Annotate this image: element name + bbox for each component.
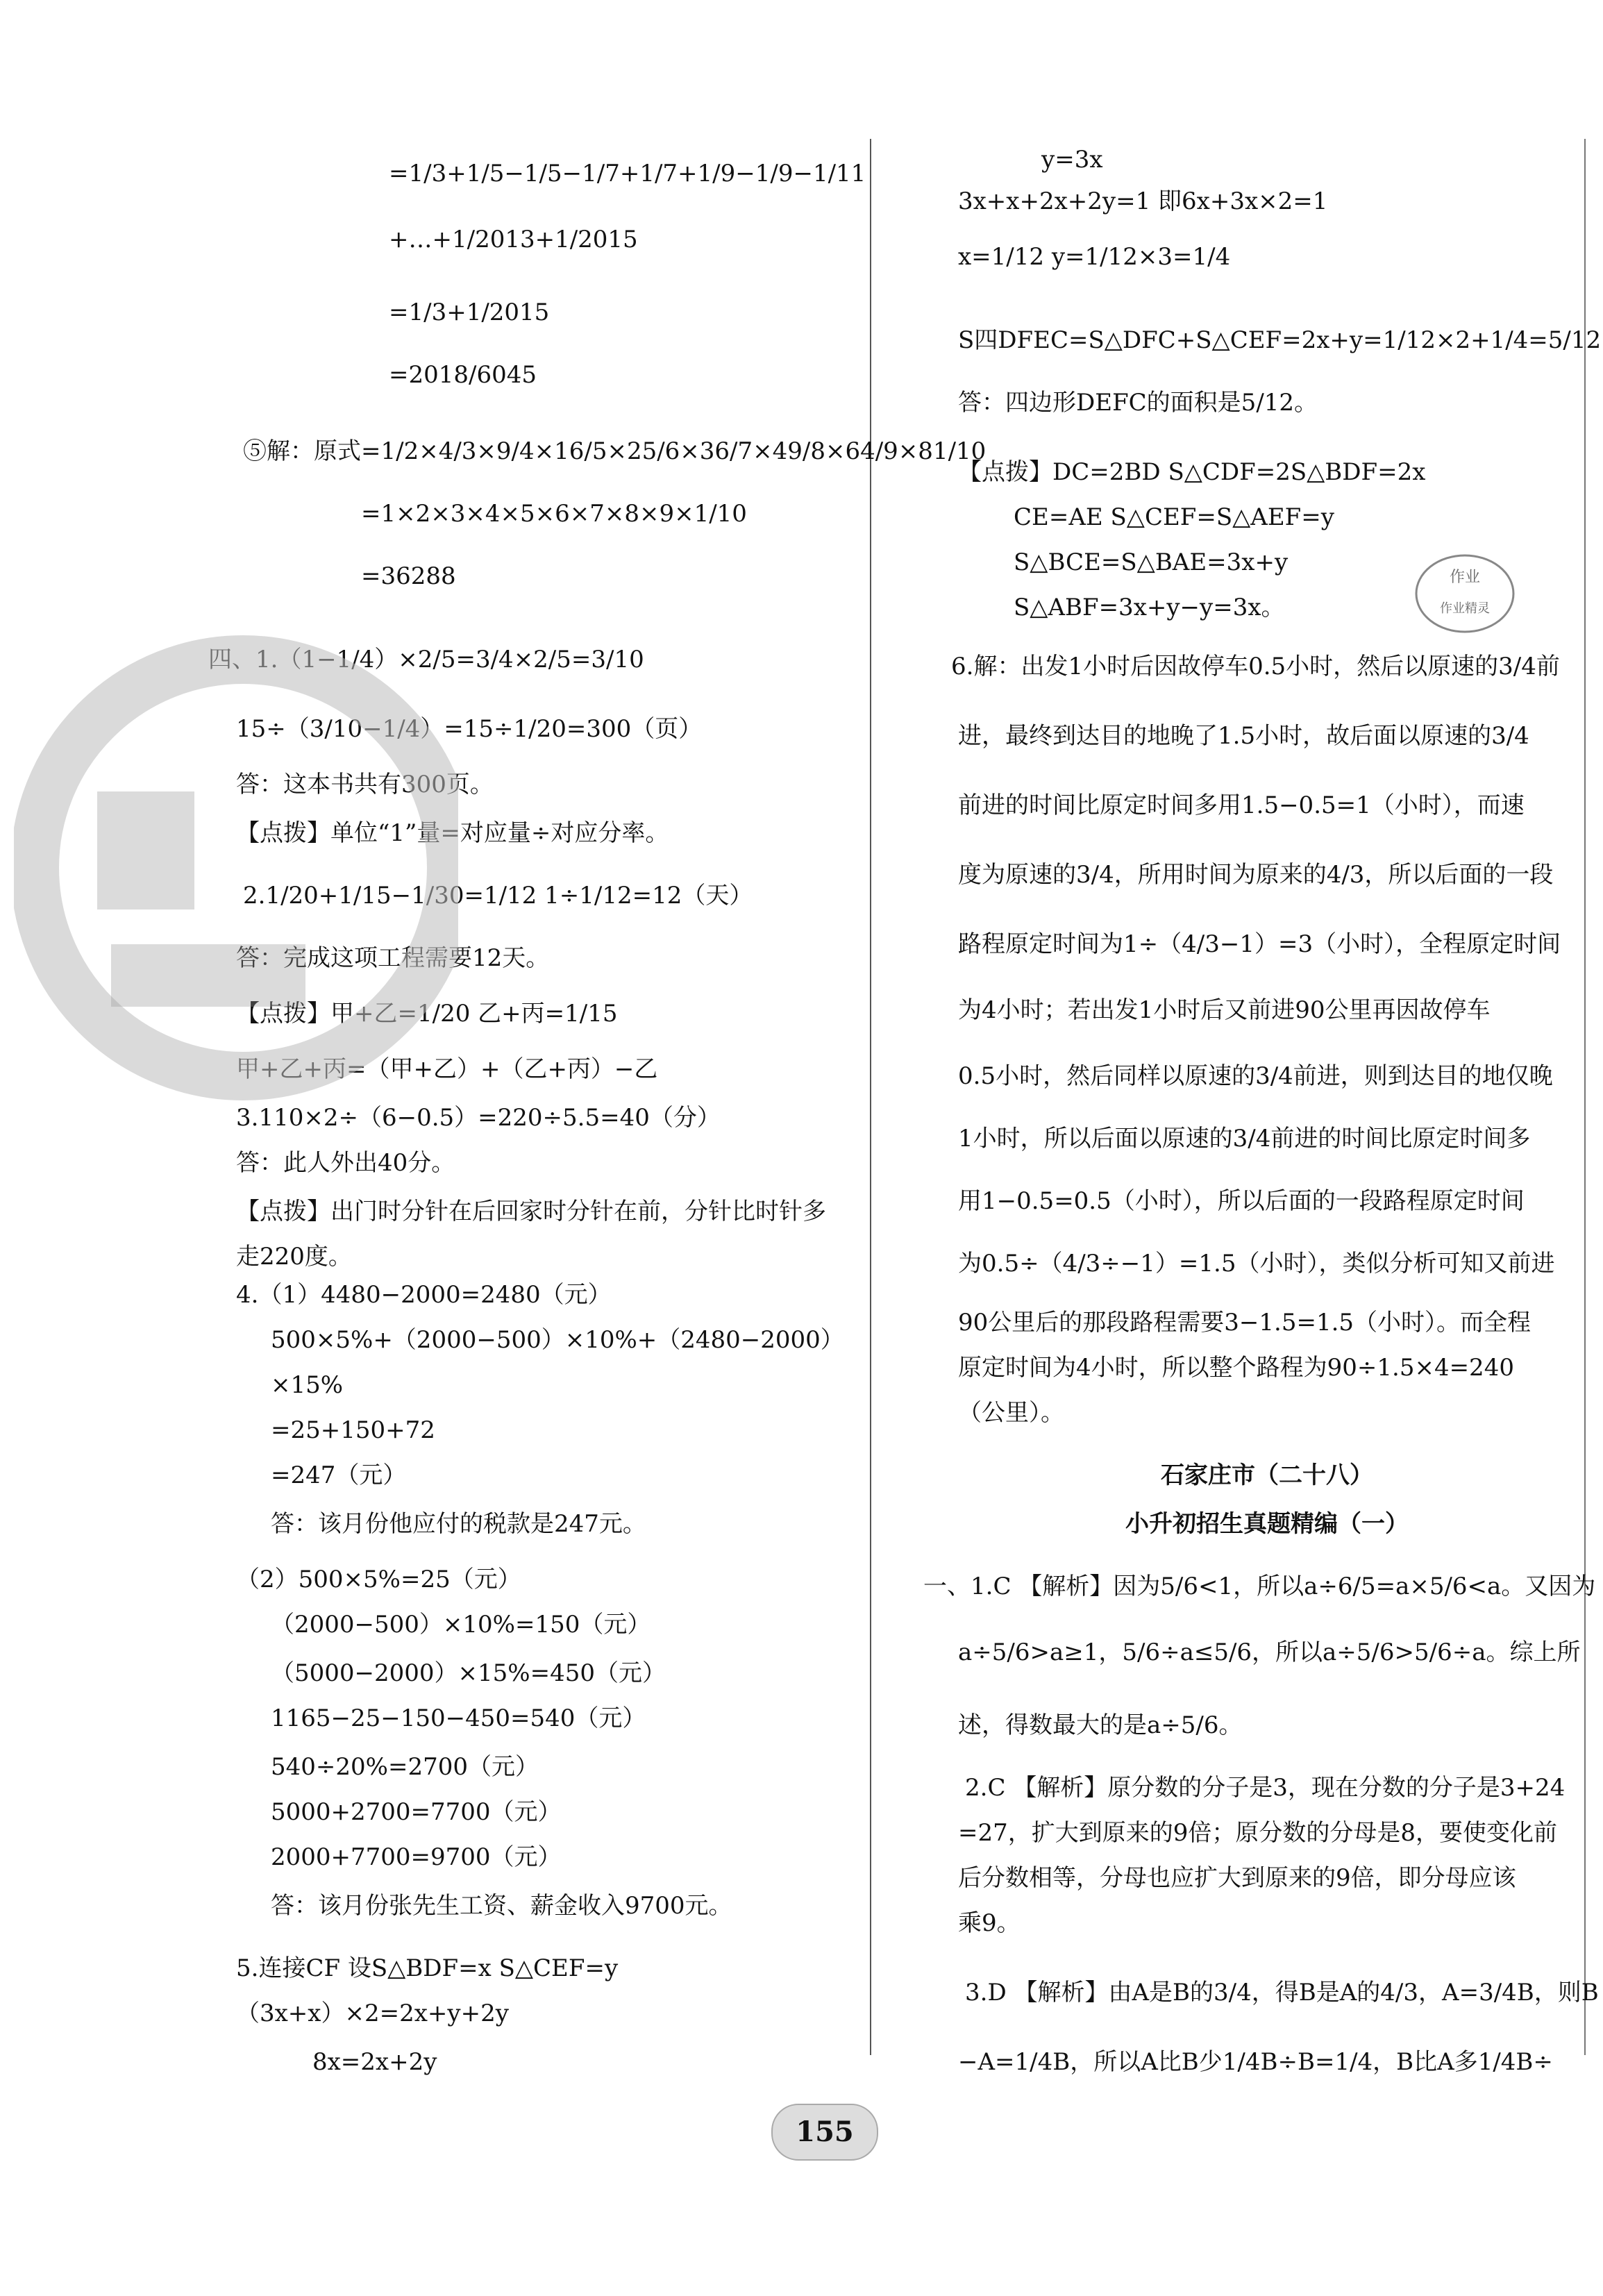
right-col-line: CE=AE S△CEF=S△AEF=y bbox=[1014, 503, 1334, 531]
left-col-line: 答：该月份他应付的税款是247元。 bbox=[271, 1510, 646, 1538]
right-col-line: 原定时间为4小时，所以整个路程为90÷1.5×4=240 bbox=[958, 1354, 1514, 1382]
right-col-line: 前进的时间比原定时间多用1.5−0.5=1（小时），而速 bbox=[958, 791, 1525, 819]
left-col-line: =1×2×3×4×5×6×7×8×9×1/10 bbox=[361, 500, 747, 528]
left-col-line: 2000+7700=9700（元） bbox=[271, 1843, 562, 1871]
left-col-line: 答：这本书共有300页。 bbox=[236, 771, 494, 798]
left-col-line: 【点拨】单位“1”量=对应量÷对应分率。 bbox=[236, 819, 669, 847]
left-col-line: =25+150+72 bbox=[271, 1416, 435, 1444]
watermark-seal-icon bbox=[14, 618, 458, 1118]
page-number: 155 bbox=[796, 2115, 854, 2148]
right-col-line: S△ABF=3x+y−y=3x。 bbox=[1014, 594, 1285, 621]
left-col-line: 甲+乙+丙=（甲+乙）+（乙+丙）−乙 bbox=[236, 1055, 658, 1083]
left-col-line: 540÷20%=2700（元） bbox=[271, 1753, 539, 1781]
right-col-line: 路程原定时间为1÷（4/3−1）=3（小时），全程原定时间 bbox=[958, 930, 1561, 958]
right-col-line: 度为原速的3/4，所用时间为原来的4/3，所以后面的一段 bbox=[958, 861, 1554, 889]
right-col-line: 3.D 【解析】由A是B的3/4，得B是A的4/3，A=3/4B，则B bbox=[965, 1979, 1599, 2006]
right-col-line: 后分数相等，分母也应扩大到原来的9倍，即分母应该 bbox=[958, 1864, 1516, 1892]
left-col-line: 四、1.（1−1/4）×2/5=3/4×2/5=3/10 bbox=[208, 646, 644, 673]
left-col-line: （2000−500）×10%=150（元） bbox=[271, 1611, 651, 1639]
right-col-line: y=3x bbox=[1041, 146, 1103, 174]
right-col-line: =27，扩大到原来的9倍；原分数的分母是8，要使变化前 bbox=[958, 1819, 1558, 1847]
right-col-line: 【点拨】DC=2BD S△CDF=2S△BDF=2x bbox=[958, 458, 1426, 486]
right-col-line: 用1−0.5=0.5（小时），所以后面的一段路程原定时间 bbox=[958, 1187, 1525, 1215]
left-col-line: =1/3+1/5−1/5−1/7+1/7+1/9−1/9−1/11 bbox=[389, 160, 866, 187]
left-col-line: 【点拨】甲+乙=1/20 乙+丙=1/15 bbox=[236, 1000, 618, 1028]
right-col-line: S四DFEC=S△DFC+S△CEF=2x+y=1/12×2+1/4=5/12 bbox=[958, 326, 1602, 354]
left-col-line: （3x+x）×2=2x+y+2y bbox=[236, 2000, 509, 2027]
right-col-line: x=1/12 y=1/12×3=1/4 bbox=[958, 243, 1231, 271]
left-col-line: 15÷（3/10−1/4）=15÷1/20=300（页） bbox=[236, 715, 703, 743]
right-col-line: 0.5小时，然后同样以原速的3/4前进，则到达目的地仅晚 bbox=[958, 1062, 1553, 1090]
left-col-line: 8x=2x+2y bbox=[312, 2048, 437, 2076]
right-col-line: S△BCE=S△BAE=3x+y bbox=[1014, 548, 1289, 576]
left-col-line: （2）500×5%=25（元） bbox=[236, 1566, 521, 1593]
left-col-line: 5.连接CF 设S△BDF=x S△CEF=y bbox=[236, 1954, 619, 1982]
stamp-icon bbox=[1409, 548, 1520, 639]
left-col-line: +…+1/2013+1/2015 bbox=[389, 226, 638, 253]
left-col-line: 500×5%+（2000−500）×10%+（2480−2000） bbox=[271, 1326, 844, 1354]
left-col-line: 2.1/20+1/15−1/30=1/12 1÷1/12=12（天） bbox=[243, 882, 753, 910]
page-number-badge bbox=[771, 2104, 878, 2161]
right-col-line: 3x+x+2x+2y=1 即6x+3x×2=1 bbox=[958, 187, 1328, 215]
right-col-line: 乘9。 bbox=[958, 1909, 1021, 1937]
right-col-line: 进，最终到达目的地晚了1.5小时，故后面以原速的3/4 bbox=[958, 722, 1529, 750]
left-col-line: =247（元） bbox=[271, 1461, 407, 1489]
left-col-line: 5000+2700=7700（元） bbox=[271, 1798, 562, 1826]
right-col-line: 为4小时；若出发1小时后又前进90公里再因故停车 bbox=[958, 996, 1491, 1024]
left-col-line: （5000−2000）×15%=450（元） bbox=[271, 1659, 666, 1687]
left-col-line: 答：该月份张先生工资、薪金收入9700元。 bbox=[271, 1892, 732, 1920]
left-col-line: ×15% bbox=[271, 1371, 344, 1399]
right-col-line: 小升初招生真题精编（一） bbox=[1125, 1510, 1409, 1538]
right-col-line: 答：四边形DEFC的面积是5/12。 bbox=[958, 389, 1318, 417]
right-col-line: a÷5/6>a≥1，5/6÷a≤5/6，所以a÷5/6>5/6÷a。综上所 bbox=[958, 1639, 1581, 1666]
right-col-line: 述，得数最大的是a÷5/6。 bbox=[958, 1711, 1243, 1739]
left-col-line: 4.（1）4480−2000=2480（元） bbox=[236, 1281, 612, 1309]
left-col-line: 3.110×2÷（6−0.5）=220÷5.5=40（分） bbox=[236, 1104, 721, 1132]
left-col-line: =2018/6045 bbox=[389, 361, 537, 389]
svg-text:作业: 作业 bbox=[1449, 569, 1481, 586]
right-col-line: 石家庄市（二十八） bbox=[1161, 1461, 1373, 1489]
left-col-line: 1165−25−150−450=540（元） bbox=[271, 1704, 646, 1732]
svg-text:作业精灵: 作业精灵 bbox=[1440, 601, 1490, 616]
column-divider bbox=[870, 139, 871, 2055]
left-col-line: =1/3+1/2015 bbox=[389, 299, 550, 326]
right-col-line: 为0.5÷（4/3÷−1）=1.5（小时），类似分析可知又前进 bbox=[958, 1250, 1555, 1277]
right-col-line: 1小时，所以后面以原速的3/4前进的时间比原定时间多 bbox=[958, 1125, 1531, 1153]
right-col-line: 一、1.C 【解析】因为5/6<1，所以a÷6/5=a×5/6<a。又因为 bbox=[923, 1573, 1596, 1600]
left-col-line: 【点拨】出门时分针在后回家时分针在前，分针比时针多 bbox=[236, 1198, 826, 1225]
left-col-line: 走220度。 bbox=[236, 1243, 352, 1271]
left-col-line: 答：完成这项工程需要12天。 bbox=[236, 944, 550, 972]
left-col-line: 答：此人外出40分。 bbox=[236, 1149, 455, 1177]
right-col-line: 2.C 【解析】原分数的分子是3，现在分数的分子是3+24 bbox=[965, 1774, 1566, 1802]
left-col-line: ⑤解：原式=1/2×4/3×9/4×16/5×25/6×36/7×49/8×64/9×81/10 bbox=[243, 437, 987, 465]
right-col-line: 6.解：出发1小时后因故停车0.5小时，然后以原速的3/4前 bbox=[951, 653, 1560, 680]
left-col-line: =36288 bbox=[361, 562, 456, 590]
right-col-line: −A=1/4B，所以A比B少1/4B÷B=1/4，B比A多1/4B÷ bbox=[958, 2048, 1553, 2076]
right-col-line: 90公里后的那段路程需要3−1.5=1.5（小时）。而全程 bbox=[958, 1309, 1531, 1336]
right-margin-rule bbox=[1584, 139, 1586, 2055]
right-col-line: （公里）。 bbox=[958, 1399, 1064, 1427]
